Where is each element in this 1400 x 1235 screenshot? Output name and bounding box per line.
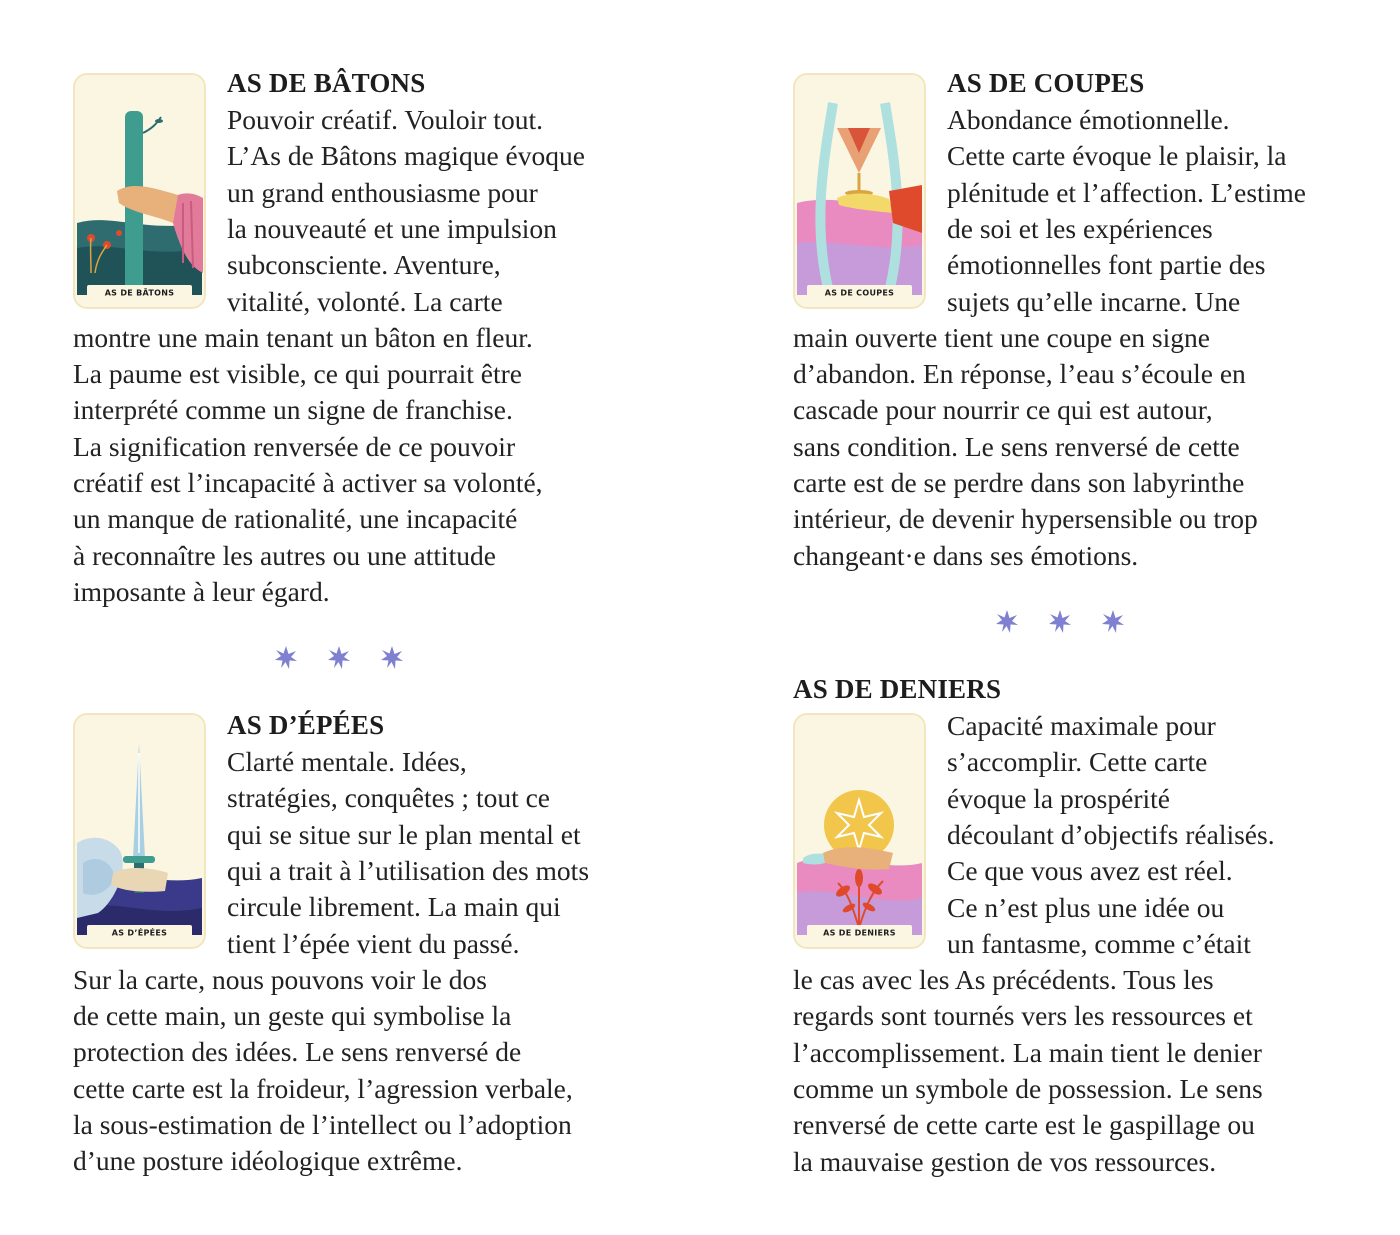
body-line: qui se situe sur le plan mental et bbox=[227, 818, 581, 850]
body-line: la sous-estimation de l’intellect ou l’adoption bbox=[73, 1109, 572, 1140]
body-line: changeant·e dans ses émotions. bbox=[793, 539, 1139, 571]
body-line: Pouvoir créatif. Vouloir tout. bbox=[227, 104, 543, 135]
body-line: découlant d’objectifs réalisés. bbox=[947, 818, 1275, 850]
card-label-batons: AS DE BÂTONS bbox=[104, 288, 175, 298]
body-line: Ce que vous avez est réel. bbox=[947, 855, 1233, 887]
body-line: Abondance émotionnelle. bbox=[947, 104, 1230, 135]
section-title-epees: AS D’ÉPÉES bbox=[227, 710, 385, 740]
body-line: circule librement. La main qui bbox=[227, 891, 561, 923]
card-as-d-epees bbox=[73, 713, 206, 949]
body-line: imposante à leur égard. bbox=[73, 575, 330, 607]
body-line: Ce n’est plus une idée ou bbox=[947, 891, 1225, 923]
card-illustration-epees bbox=[73, 713, 206, 949]
star-icon bbox=[275, 646, 297, 669]
body-line: sans condition. Le sens renversé de cette bbox=[793, 430, 1240, 462]
body-line: émotionnelles font partie des bbox=[947, 249, 1266, 281]
section-title-batons: AS DE BÂTONS bbox=[227, 68, 426, 98]
body-line: un manque de rationalité, une incapacité bbox=[73, 503, 518, 535]
body-line: La signification renversée de ce pouvoir bbox=[73, 430, 516, 462]
card-illustration-deniers bbox=[793, 713, 926, 949]
card-label-deniers: AS DE DENIERS bbox=[823, 928, 896, 938]
body-line: intérieur, de devenir hypersensible ou trop bbox=[793, 503, 1258, 535]
body-line: l’accomplissement. La main tient le denier bbox=[793, 1036, 1262, 1068]
body-line: Sur la carte, nous pouvons voir le dos bbox=[73, 963, 487, 995]
star-icon bbox=[381, 646, 403, 669]
star-icon bbox=[1102, 610, 1124, 633]
body-line: un fantasme, comme c’était bbox=[947, 927, 1251, 959]
body-line: de cette main, un geste qui symbolise la bbox=[73, 1000, 512, 1032]
body-line: cascade pour nourrir ce qui est autour, bbox=[793, 394, 1213, 426]
body-line: stratégies, conquêtes ; tout ce bbox=[227, 782, 551, 814]
body-line: comme un symbole de possession. Le sens bbox=[793, 1073, 1263, 1104]
body-line: tient l’épée vient du passé. bbox=[227, 927, 520, 959]
body-line: d’abandon. En réponse, l’eau s’écoule en bbox=[793, 358, 1246, 390]
body-line: qui a trait à l’utilisation des mots bbox=[227, 854, 590, 886]
card-label-epees: AS D’ÉPÉES bbox=[111, 928, 168, 938]
body-line: renversé de cette carte est le gaspillage ou bbox=[793, 1109, 1255, 1141]
body-line: Cette carte évoque le plaisir, la bbox=[947, 140, 1287, 172]
body-line: la mauvaise gestion de vos ressources. bbox=[793, 1145, 1217, 1177]
star-icon bbox=[328, 646, 350, 669]
card-as-de-batons bbox=[73, 73, 206, 309]
body-line: subconsciente. Aventure, bbox=[227, 249, 501, 281]
body-line: vitalité, volonté. La carte bbox=[227, 285, 503, 317]
body-line: Clarté mentale. Idées, bbox=[227, 746, 467, 777]
card-illustration-batons bbox=[73, 73, 206, 309]
body-line: cette carte est la froideur, l’agression verbale, bbox=[73, 1072, 573, 1104]
body-line: carte est de se perdre dans son labyrinthe bbox=[793, 467, 1245, 498]
star-icon bbox=[1049, 610, 1071, 633]
body-line: Capacité maximale pour bbox=[947, 710, 1216, 741]
body-line: créatif est l’incapacité à activer sa volonté, bbox=[73, 467, 543, 498]
body-line: montre une main tenant un bâton en fleur. bbox=[73, 321, 533, 353]
body-line: regards sont tournés vers les ressources et bbox=[793, 1000, 1253, 1032]
card-label-coupes: AS DE COUPES bbox=[824, 288, 895, 298]
star-icon bbox=[996, 610, 1018, 633]
section-title-coupes: AS DE COUPES bbox=[947, 68, 1145, 98]
body-line: à reconnaître les autres ou une attitude bbox=[73, 539, 497, 571]
card-as-de-coupes bbox=[793, 73, 926, 309]
body-line: protection des idées. Le sens renversé de bbox=[73, 1036, 522, 1068]
body-line: La paume est visible, ce qui pourrait être bbox=[73, 358, 522, 390]
body-line: main ouverte tient une coupe en signe bbox=[793, 321, 1210, 353]
separator-stars-right bbox=[991, 607, 1131, 637]
card-illustration-coupes bbox=[793, 73, 926, 309]
body-line: d’une posture idéologique extrême. bbox=[73, 1145, 463, 1177]
separator-stars-left bbox=[270, 643, 410, 673]
body-line: la nouveauté et une impulsion bbox=[227, 212, 557, 244]
body-line: sujets qu’elle incarne. Une bbox=[947, 285, 1241, 317]
body-line: un grand enthousiasme pour bbox=[227, 176, 538, 208]
body-line: le cas avec les As précédents. Tous les bbox=[793, 964, 1214, 996]
body-line: de soi et les expériences bbox=[947, 212, 1213, 244]
card-as-de-deniers bbox=[793, 713, 926, 949]
body-line: s’accomplir. Cette carte bbox=[947, 746, 1208, 778]
body-line: L’As de Bâtons magique évoque bbox=[227, 140, 585, 172]
body-line: évoque la prospérité bbox=[947, 782, 1170, 814]
body-line: interprété comme un signe de franchise. bbox=[73, 394, 513, 426]
section-title-deniers: AS DE DENIERS bbox=[793, 674, 1002, 704]
body-line: plénitude et l’affection. L’estime bbox=[947, 176, 1306, 208]
